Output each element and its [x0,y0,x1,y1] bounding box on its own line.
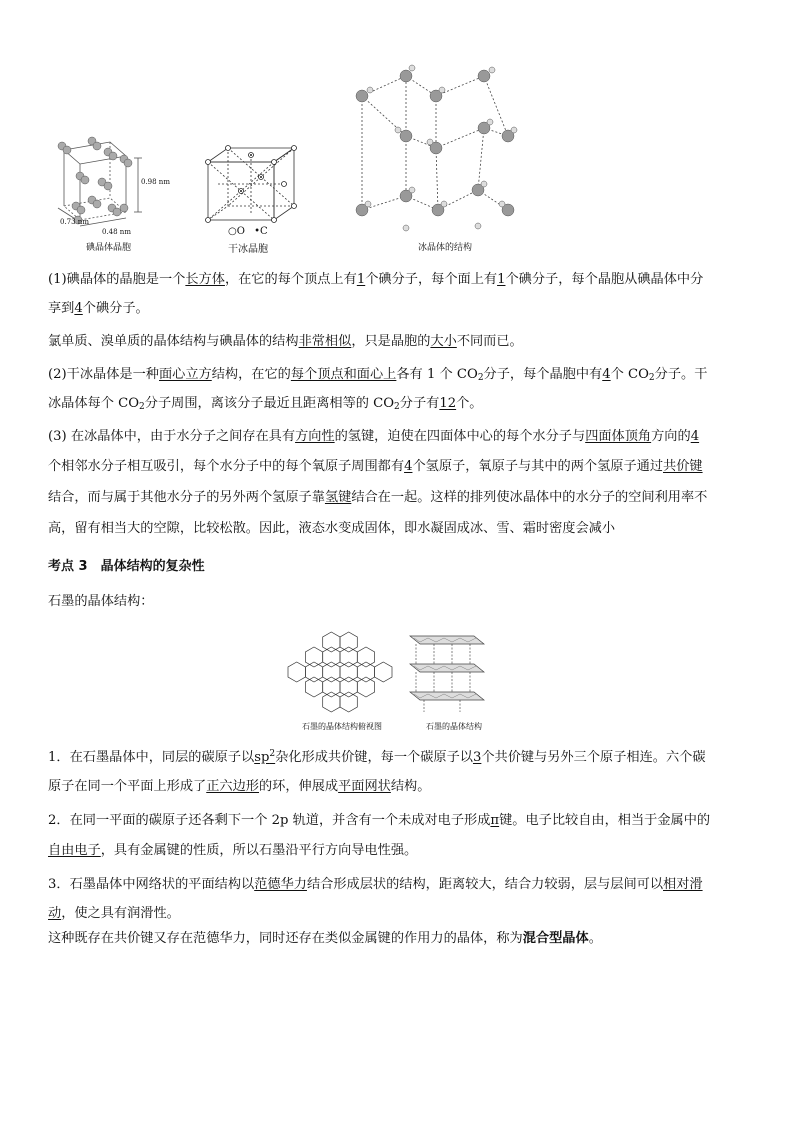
answer-blank: 四面体顶角 [585,429,652,444]
para-dry-ice-line1 [48,366,748,384]
para-ice-line1 [48,428,748,446]
answer-blank: 自由电子 [48,843,101,858]
answer-blank: 共价键 [663,459,703,474]
graphite-layer-figure [404,630,490,716]
para-ice-line3 [48,489,748,507]
co2-legend-c: C [260,226,268,237]
answer-blank: 1 [356,272,366,287]
hexagon-ring [305,647,322,667]
graphite-point1-line2 [48,778,748,796]
text: 结构。 [390,779,431,794]
answer-blank: 4 [404,459,413,474]
para-ice-line4 [48,520,748,538]
para-iodine-line2 [48,300,748,318]
hexagon-ring [340,662,357,682]
answer-blank: 4 [602,367,611,382]
text: 结合形成层状的结构，距离较大，结合力较弱，层与层间可以 [306,877,664,892]
text: 各有 1 个 CO [396,367,478,382]
hexagon-ring [357,677,374,697]
text: 个相邻水分子相互吸引，每个水分子中的每个氧原子周围都有 [48,459,405,474]
text: 高，留有相当大的空隙，比较松散。因此，液态水变成固体，即水凝固成冰、雪、霜时密度会减小 [48,521,616,536]
text: 分子，每个晶胞中有 [483,367,603,382]
hexagon-ring [375,662,392,682]
graphite-layer-caption: 石墨的晶体结构 [426,722,482,731]
subscript: 2 [477,373,484,383]
graphite-point3-line1 [48,876,748,894]
hexagon-ring [288,662,305,682]
ice-caption: 冰晶体的结构 [418,243,473,253]
hexagon-ring [323,632,340,652]
iodine-dim-b: 0.48 nm [102,228,131,236]
subscript: 2 [139,402,145,412]
hexagon-ring [305,677,322,697]
graphite-point1-line1 [48,749,748,767]
text: 个碘分子，每个面上有 [365,272,498,287]
text: 个氢原子，氧原子与其中的两个氢原子通过 [412,459,664,474]
section-heading: 考点 3 晶体结构的复杂性 [48,559,205,574]
text: 的氢键，迫使在四面体中心的每个水分子与 [334,429,586,444]
answer-blank: 非常相似 [298,334,352,349]
co2-legend [228,226,268,237]
text: 分子有 [399,396,440,411]
text: ，只是晶胞的 [351,334,431,349]
answer-blank [254,750,275,765]
text: (2)干冰晶体是一种 [48,367,159,382]
graphite-top-caption: 石墨的晶体结构俯视图 [302,722,382,731]
answer-blank: 4 [74,301,83,316]
iodine-dim-h: 0.98 nm [141,178,170,186]
text: 个。 [456,396,483,411]
answer-blank: 12 [439,396,457,411]
para-halogen [48,333,748,351]
text: ，在它的每个顶点上有 [224,272,357,287]
text: 个碘分子，每个晶胞从碘晶体中分 [505,272,704,287]
superscript: 2 [269,749,276,759]
answer-blank: 1 [497,272,506,287]
answer-blank: 范德华力 [254,877,307,892]
text: 个碘分子。 [82,301,149,316]
text: 这种既存在共价键又存在范德华力，同时还存在类似金属键的作用力的晶体，称为 [48,931,523,946]
answer-blank: 3 [472,750,482,765]
graphite-point2-line1 [48,812,748,830]
dry-ice-unit-cell-figure [200,140,300,230]
text: 分子周围，离该分子最近且距离相等的 CO [144,396,395,411]
text: 3．石墨晶体中网络状的平面结构以 [48,877,255,892]
graphite-point2-line2 [48,842,748,860]
graphite-top-view-figure [292,628,388,720]
hexagon-ring [340,632,357,652]
para-dry-ice-line2 [48,395,748,413]
text: 氯单质、溴单质的晶体结构与碘晶体的结构 [48,334,299,349]
co2-legend-o: O [236,226,245,237]
answer-blank: 4 [690,429,700,444]
text: 结合在一起。这样的排列使冰晶体中的水分子的空间利用率不 [351,490,708,505]
graphite-intro: 石墨的晶体结构： [48,594,154,609]
answer-blank: 大小 [430,334,457,349]
oxygen-legend-icon: ○ [228,226,237,237]
para-iodine-line1 [48,271,748,289]
answer-blank: 氢键 [324,490,352,505]
text: 分子。干 [654,367,708,382]
hexagon-ring [357,647,374,667]
hexagon-ring [357,662,374,682]
bold-term: 混合型晶体 [522,931,589,946]
text: 个共价键与另外三个原子相连。六个碳 [481,750,706,765]
text: sp [254,750,270,765]
ice-structure-figure [348,48,524,238]
text: 不同而已。 [456,334,523,349]
iodine-caption: 碘晶体晶胞 [86,243,132,253]
hexagon-ring [323,692,340,712]
para-ice-line2 [48,458,748,476]
answer-blank: 每个顶点和面心上 [290,367,397,382]
hexagon-ring [323,662,340,682]
hexagon-ring [323,647,340,667]
subscript: 2 [394,402,400,412]
conclusion [48,930,748,948]
hexagon-ring [305,662,322,682]
text: 的环，伸展成 [259,779,339,794]
hexagon-ring [340,692,357,712]
answer-blank: 相对滑 [663,877,703,892]
answer-blank: 面心立方 [159,367,212,382]
graphite-point3-line2 [48,905,748,923]
iodine-dim-a: 0.73 nm [60,218,89,226]
answer-blank: π [490,813,500,828]
text: 结合，而与属于其他水分子的另外两个氢原子靠 [48,490,325,505]
answer-blank: 方向性 [295,429,335,444]
hexagon-ring [340,677,357,697]
text: (3) 在冰晶体中，由于水分子之间存在具有 [48,429,296,444]
text: 1．在石墨晶体中，同层的碳原子以 [48,750,255,765]
text: 方向的 [651,429,691,444]
text: 杂化形成共价键，每一个碳原子以 [275,750,473,765]
text: 享到 [48,301,75,316]
text: ，使之具有润滑性。 [61,906,180,921]
text: 键。电子比较自由，相当于金属中的 [499,813,711,828]
subscript: 2 [648,373,655,383]
answer-blank: 平面网状 [338,779,391,794]
hexagon-ring [340,647,357,667]
carbon-legend-icon: • [254,226,261,237]
hexagon-ring [323,677,340,697]
text: 结构，在它的 [211,367,291,382]
text: 个 CO [610,367,649,382]
text: 冰晶体每个 CO [48,396,140,411]
text: ，具有金属键的性质，所以石墨沿平行方向导电性强。 [100,843,418,858]
text: (1)碘晶体的晶胞是一个 [48,272,186,287]
answer-blank: 动 [48,906,62,921]
dry-ice-caption: 干冰晶胞 [228,244,268,255]
answer-blank: 正六边形 [206,779,259,794]
text: 。 [588,931,602,946]
answer-blank: 长方体 [185,272,225,287]
text: 2．在同一平面的碳原子还各剩下一个 2p 轨道，并含有一个未成对电子形成 [48,813,491,828]
text: 原子在同一个平面上形成了 [48,779,207,794]
